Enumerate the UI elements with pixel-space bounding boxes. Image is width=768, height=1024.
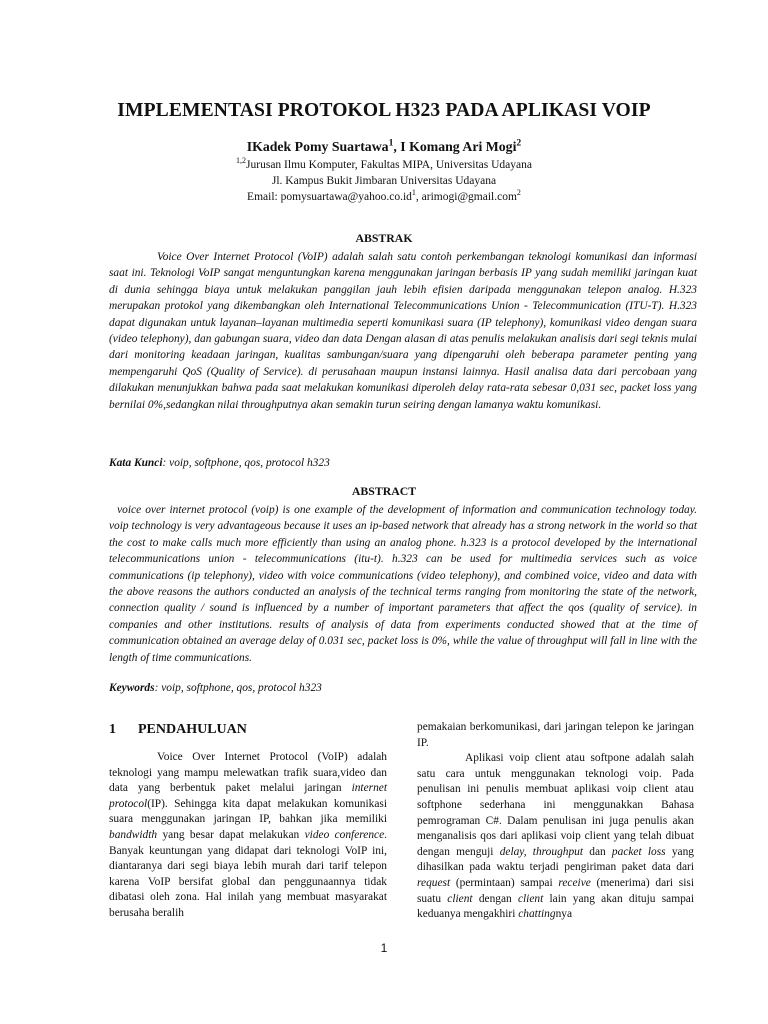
author-1: IKadek Pomy Suartawa [246,139,389,154]
left-text-3: (IP). Sehingga kita dapat melakukan komunikasi suara menggunakan jaringan IP, bahkan jika memiliki [109,797,387,826]
email-sup-2: 2 [516,188,521,198]
author-separator: , [393,139,401,154]
right-text-10: client [447,892,473,905]
right-text-6: request [417,876,451,889]
right-text-11: dengan [472,892,518,905]
abstract-heading: ABSTRACT [351,484,417,498]
section-heading [109,722,247,738]
kata-kunci-text: : voip, softphone, qos, protocol h323 [162,457,330,469]
right-text-5: yang dihasilkan pada waktu terjadi pengiriman paket data dari [417,845,694,874]
left-text-1: Voice Over Internet Protocol (VoIP) adalah teknologi yang mampu melewatkan trafik suara,video dan data yang berbentuk paket melalui jaringan [109,751,387,795]
abstract-text: voice over internet protocol (voip) is one example of the development of information and communication technology today. voip technology is very advantageous because it uses an ip-based network that already has a strong network in the world so that the cost to make calls much more efficiently than using an analog phone. h.323 is a protocol developed by the international telecommunications union - telecommunications (itu-t). h.323 can be used for multimedia services such as voice communications (ip telephony), video with voice communications (video telephony), and combined voice, video and data with the above reasons the authors conducted an analysis of the technical terms ranging from monitoring the state of the network, connection quality / sound is influenced by a number of important parameters that affect the qos (quality of service). in companies and other institutions. results of analysis of data from experiments conducted showed that at the time of communication obtained an average delay of 0.031 sec, packet loss is 0%, while the value of throughput will fall in line with the length of time communications. [109,504,700,664]
abstrak-text: Voice Over Internet Protocol (VoIP) adalah salah satu contoh perkembangan teknologi komunikasi dan informasi saat ini. Teknologi VoIP sangat menguntungkan karena menggunakan jaringan berbasis IP yang sudah memiliki jaringan kuat di dunia sehingga biaya untuk melakukan panggilan jauh lebih efisien daripada menggunakan telepon analog. H.323 merupakan protokol yang dikembangkan oleh International Telecommunications Union - Telecommunication (ITU-T). H.323 dapat digunakan untuk layanan–layanan multimedia seperti komunikasi suara (IP telephony), komunikasi video dengan suara (video telephony), dan gabungan suara, video dan data Dengan alasan di atas penulis melakukan analisis dari segi teknis mulai dari monitoring keadaan jaringan, kualitas sambungan/suara yang dipengaruhi oleh beberapa parameter penting yang mempengaruhi QoS (Quality of Service). di perusahaan maupun instansi lainnya. Hasil analisa data dari percobaan yang dilakukan menunjukkan bahwa pada saat melakukan komunikasi diperoleh delay rata-rata sebesar 0,031 sec, packet loss yang bernilai 0%,sedangkan nilai throughputnya akan semakin turun seiring dengan lamanya waktu komunikasi. [109,251,697,411]
author-2: I Komang Ari Mogi [400,139,517,154]
kata-kunci-label: Kata Kunci [109,457,163,469]
left-text-6: video conference [304,828,385,841]
right-paragraph-1: pemakaian berkomunikasi, dari jaringan telepon ke jaringan IP. [417,721,694,749]
right-text-1: Aplikasi voip client atau softpone adalah salah satu cara untuk menggunakan teknologi voip. Pada penulisan ini penulis membuat aplikasi voip client atau softphone sederhana ini menggunakkan Bahasa pemrograman C#. Dalam penulisan ini juga penulis akan menganalisis qos dari aplikasi voip client yang telah dibuat dengan menguji [417,752,694,858]
keywords-label: Keywords [109,682,155,694]
right-text-14: chatting [518,908,556,921]
email-mid: , arimogi@gmail.com [415,191,517,203]
affiliation-line-2: Jl. Kampus Bukit Jimbaran Universitas Udayana [271,175,497,187]
section-title: PENDAHULUAN [138,722,247,737]
left-column [109,750,387,922]
author-line [0,139,768,155]
right-paragraph-2 [417,751,694,923]
paper-title: IMPLEMENTASI PROTOKOL H323 PADA APLIKASI VOIP [117,100,651,121]
left-text-4: bandwidth [109,828,158,841]
right-text-12: client [517,892,544,905]
author-1-sup: 1 [388,137,394,149]
keywords-text: : voip, softphone, qos, protocol h323 [154,682,322,694]
left-text-7: . Banyak keuntungan yang didapat dari teknologi VoIP ini, diantaranya dari segi biaya lebih murah dari tarif telepon karena VoIP bersifat global dan penggunaannya tidak dibatasi oleh zona. Hal inilah yang membuat masyarakat berusaha beralih [109,828,387,919]
right-text-13: lain yang akan dituju sampai keduanya mengakhiri [417,892,694,921]
section-number: 1 [109,722,116,737]
abstrak-heading: ABSTRAK [355,231,413,245]
affiliation-sup: 1,2 [235,156,247,166]
author-2-sup: 2 [516,137,522,149]
page-number: 1 [380,941,388,955]
keywords [109,682,697,694]
right-text-7: (permintaan) sampai [450,876,559,889]
left-paragraph [109,750,387,922]
right-text-15: nya [555,908,573,921]
right-text-9: (menerima) dari sisi suatu [417,876,694,905]
kata-kunci [109,457,697,469]
left-text-5: yang besar dapat melakukan [157,828,305,841]
right-text-2: delay, throughput [499,845,584,858]
right-text-3: dan [583,845,612,858]
right-column [417,720,694,923]
email-sup-1: 1 [411,188,416,198]
right-text-8: receive [558,876,591,889]
left-text-2: internet protocol [109,782,387,810]
affiliation-email [0,189,768,205]
affiliation-dept: Jurusan Ilmu Komputer, Fakultas MIPA, Universitas Udayana [246,159,532,171]
email-prefix: Email: pomysuartawa@yahoo.co.id [247,191,412,203]
affiliation-line-1 [0,157,768,173]
right-text-4: packet loss [611,845,666,858]
